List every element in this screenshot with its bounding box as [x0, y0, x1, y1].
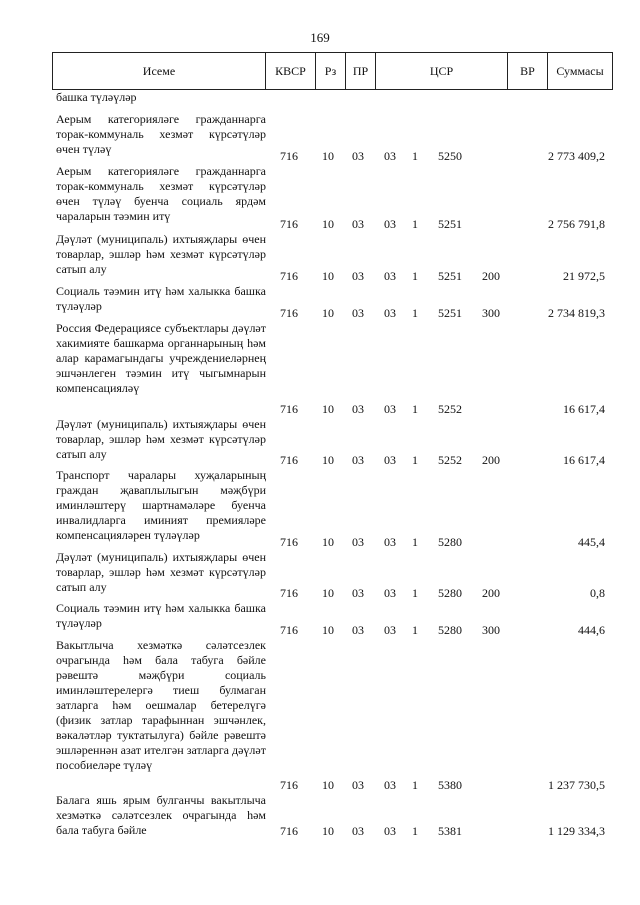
- row-csr-subprogram: 1: [412, 535, 418, 549]
- row-pr: 03: [352, 402, 364, 416]
- row-vr: 200: [482, 586, 500, 600]
- row-kvsr: 716: [280, 149, 298, 163]
- row-csr-program: 03: [384, 623, 396, 637]
- row-rz: 10: [322, 453, 334, 467]
- row-rz: 10: [322, 269, 334, 283]
- row-csr-program: 03: [384, 453, 396, 467]
- row-sum: 21 972,5: [563, 269, 605, 283]
- row-pr: 03: [352, 623, 364, 637]
- table-row: [52, 112, 613, 164]
- row-csr-code: 5250: [438, 149, 462, 163]
- row-sum: 444,6: [578, 623, 605, 637]
- row-csr-subprogram: 1: [412, 586, 418, 600]
- row-pr: 03: [352, 586, 364, 600]
- row-csr-program: 03: [384, 402, 396, 416]
- header-pr: ПР: [345, 53, 375, 89]
- row-name: Социаль тәэмин итү һәм халыкка башка түләүләр: [56, 601, 266, 630]
- row-kvsr: 716: [280, 217, 298, 231]
- row-sum: 0,8: [590, 586, 605, 600]
- row-pr: 03: [352, 453, 364, 467]
- header-csr: ЦСР: [375, 53, 507, 89]
- row-name: Транспорт чаралары хуҗаларының граждан җаваплылыгын мәҗбүри иминләштерү шартнамәләре буенча инвалидларга иминият премияләре компенсацияләрен түләүләр: [56, 468, 266, 542]
- row-pr: 03: [352, 535, 364, 549]
- row-csr-subprogram: 1: [412, 402, 418, 416]
- row-csr-code: 5252: [438, 453, 462, 467]
- row-pr: 03: [352, 217, 364, 231]
- row-kvsr: 716: [280, 269, 298, 283]
- row-kvsr: 716: [280, 824, 298, 838]
- table-row: [52, 232, 613, 284]
- row-name: Балага яшь ярым булганчы вакытлыча хезмәткә сәләтсезлек очрагында һәм бала табуга бәйле: [56, 793, 266, 837]
- header-rz: Рз: [315, 53, 345, 89]
- row-name: Дәүләт (муниципаль) ихтыяҗлары өчен товарлар, эшләр һәм хезмәт күрсәтүләр сатып алу: [56, 417, 266, 461]
- row-kvsr: 716: [280, 623, 298, 637]
- row-csr-program: 03: [384, 149, 396, 163]
- row-sum: 445,4: [578, 535, 605, 549]
- row-csr-subprogram: 1: [412, 453, 418, 467]
- table-row: [52, 321, 613, 417]
- table-row: [52, 284, 613, 321]
- row-name: Дәүләт (муниципаль) ихтыяҗлары өчен товарлар, эшләр һәм хезмәт күрсәтүләр сатып алу: [56, 232, 266, 276]
- row-name: Аерым категорияләге гражданнарга торак-коммуналь хезмәт күрсәтүләр өчен түләү буенча социаль ярдәм чараларын тәэмин итү: [56, 164, 266, 223]
- header-vr: ВР: [507, 53, 547, 89]
- row-csr-subprogram: 1: [412, 217, 418, 231]
- row-csr-subprogram: 1: [412, 778, 418, 792]
- row-csr-code: 5252: [438, 402, 462, 416]
- row-csr-subprogram: 1: [412, 149, 418, 163]
- row-csr-program: 03: [384, 269, 396, 283]
- row-rz: 10: [322, 149, 334, 163]
- row-name: Россия Федерациясе субъектлары дәүләт хакимияте башкарма органнарының һәм алар карамагындагы учреждениеләрнең эшчәнлеген тәэмин итү чыгымнарын компенсацияләү: [56, 321, 266, 395]
- row-csr-code: 5280: [438, 586, 462, 600]
- row-kvsr: 716: [280, 586, 298, 600]
- row-sum: 2 773 409,2: [548, 149, 605, 163]
- row-kvsr: 716: [280, 402, 298, 416]
- table-row: [52, 638, 613, 793]
- row-sum: 16 617,4: [563, 402, 605, 416]
- table-row: [52, 164, 613, 232]
- row-rz: 10: [322, 306, 334, 320]
- row-rz: 10: [322, 778, 334, 792]
- row-kvsr: 716: [280, 306, 298, 320]
- row-sum: 2 756 791,8: [548, 217, 605, 231]
- table-row: [52, 793, 613, 839]
- row-rz: 10: [322, 535, 334, 549]
- row-rz: 10: [322, 623, 334, 637]
- row-name: Аерым категорияләге гражданнарга торак-коммуналь хезмәт күрсәтүләр өчен түләү: [56, 112, 266, 156]
- row-rz: 10: [322, 217, 334, 231]
- table-row: [52, 468, 613, 550]
- row-vr: 300: [482, 306, 500, 320]
- row-pr: 03: [352, 306, 364, 320]
- table-row: [52, 90, 613, 112]
- row-rz: 10: [322, 586, 334, 600]
- row-csr-code: 5280: [438, 535, 462, 549]
- row-csr-subprogram: 1: [412, 269, 418, 283]
- row-vr: 300: [482, 623, 500, 637]
- row-csr-code: 5280: [438, 623, 462, 637]
- header-sum: Суммасы: [547, 53, 612, 89]
- table-body: [52, 90, 613, 839]
- row-csr-code: 5381: [438, 824, 462, 838]
- row-kvsr: 716: [280, 535, 298, 549]
- row-vr: 200: [482, 269, 500, 283]
- row-csr-program: 03: [384, 824, 396, 838]
- row-csr-program: 03: [384, 535, 396, 549]
- row-name: Социаль тәэмин итү һәм халыкка башка түләүләр: [56, 284, 266, 313]
- row-name: Дәүләт (муниципаль) ихтыяҗлары өчен товарлар, эшләр һәм хезмәт күрсәтүләр сатып алу: [56, 550, 266, 594]
- row-csr-subprogram: 1: [412, 306, 418, 320]
- row-pr: 03: [352, 778, 364, 792]
- row-vr: 200: [482, 453, 500, 467]
- row-csr-program: 03: [384, 586, 396, 600]
- row-pr: 03: [352, 824, 364, 838]
- row-csr-program: 03: [384, 306, 396, 320]
- row-csr-program: 03: [384, 217, 396, 231]
- row-csr-code: 5251: [438, 217, 462, 231]
- header-name: Исеме: [142, 64, 176, 78]
- row-sum: 2 734 819,3: [548, 306, 605, 320]
- page-number: 169: [310, 30, 330, 45]
- table-row: [52, 601, 613, 638]
- row-sum: 16 617,4: [563, 453, 605, 467]
- row-rz: 10: [322, 402, 334, 416]
- row-name: Вакытлыча хезмәткә сәләтсезлек очрагында һәм бала табуга бәйле рәвештә мәҗбүри социаль иминләштерелергә тиеш булмаган затларга һәм оешмалар бетерелүгә (физик затлар тарафыннан эшчәнлек, вәкаләтләр туктатылуга) бәйле рәвештә эшләреннән азат ителгән затларга дәүләт пособиеләре түләү: [56, 638, 266, 772]
- row-pr: 03: [352, 149, 364, 163]
- row-pr: 03: [352, 269, 364, 283]
- row-csr-code: 5251: [438, 269, 462, 283]
- row-csr-subprogram: 1: [412, 623, 418, 637]
- row-csr-code: 5251: [438, 306, 462, 320]
- row-rz: 10: [322, 824, 334, 838]
- table-row: [52, 417, 613, 468]
- row-kvsr: 716: [280, 778, 298, 792]
- row-kvsr: 716: [280, 453, 298, 467]
- header-kvsr: КВСР: [265, 53, 315, 89]
- row-sum: 1 237 730,5: [548, 778, 605, 792]
- row-csr-program: 03: [384, 778, 396, 792]
- row-sum: 1 129 334,3: [548, 824, 605, 838]
- row-csr-code: 5380: [438, 778, 462, 792]
- table-header: [52, 52, 613, 90]
- row-name: башка түләүләр: [56, 90, 137, 104]
- row-csr-subprogram: 1: [412, 824, 418, 838]
- table-row: [52, 550, 613, 601]
